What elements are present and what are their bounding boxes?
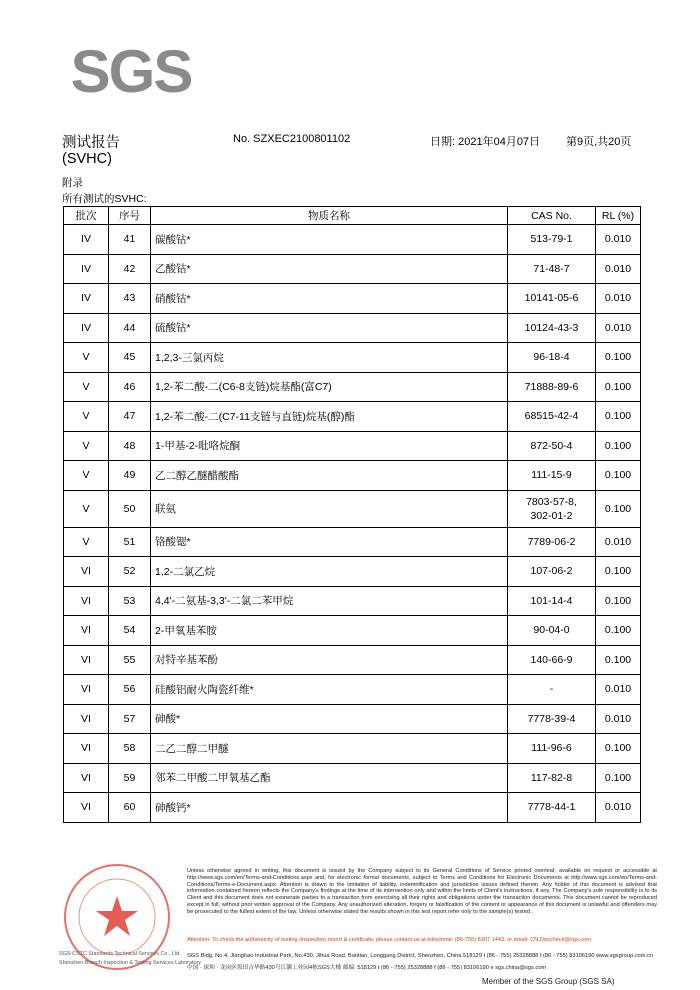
cell-substance-name: 联氨 bbox=[151, 490, 508, 527]
cell-batch: IV bbox=[64, 313, 109, 343]
cell-cas-number: 68515-42-4 bbox=[508, 402, 596, 432]
cell-substance-name: 铬酸锶* bbox=[151, 527, 508, 557]
cell-cas-number: - bbox=[508, 675, 596, 705]
cell-rl: 0.100 bbox=[596, 431, 641, 461]
cell-number: 50 bbox=[109, 490, 151, 527]
table-row bbox=[64, 704, 641, 734]
cell-number: 49 bbox=[109, 461, 151, 491]
cell-number: 60 bbox=[109, 793, 151, 823]
cell-number: 55 bbox=[109, 645, 151, 675]
sgs-logo-text: SGS bbox=[70, 40, 192, 98]
cell-number: 47 bbox=[109, 402, 151, 432]
column-header-batch: 批次 bbox=[64, 207, 109, 225]
cell-batch: VI bbox=[64, 616, 109, 646]
cell-rl: 0.100 bbox=[596, 372, 641, 402]
cell-rl: 0.010 bbox=[596, 225, 641, 255]
cell-number: 57 bbox=[109, 704, 151, 734]
cell-batch: V bbox=[64, 431, 109, 461]
cell-number: 45 bbox=[109, 343, 151, 373]
column-header-rl: RL (%) bbox=[596, 207, 641, 225]
table-row bbox=[64, 372, 641, 402]
cell-cas-number: 7789-06-2 bbox=[508, 527, 596, 557]
cell-cas-number: 140-66-9 bbox=[508, 645, 596, 675]
cell-substance-name: 1,2-二氯乙烷 bbox=[151, 557, 508, 587]
column-header-cas: CAS No. bbox=[508, 207, 596, 225]
cell-cas-number: 107-06-2 bbox=[508, 557, 596, 587]
cell-substance-name: 乙酸钴* bbox=[151, 254, 508, 284]
cell-cas-number: 7778-39-4 bbox=[508, 704, 596, 734]
table-row bbox=[64, 313, 641, 343]
table-row bbox=[64, 284, 641, 314]
cas-number-line2: 302-01-2 bbox=[530, 509, 573, 522]
cell-rl: 0.010 bbox=[596, 793, 641, 823]
column-header-number: 序号 bbox=[109, 207, 151, 225]
cell-batch: V bbox=[64, 343, 109, 373]
cell-batch: V bbox=[64, 527, 109, 557]
sgs-logo bbox=[67, 40, 195, 98]
table-row bbox=[64, 645, 641, 675]
cell-number: 52 bbox=[109, 557, 151, 587]
cell-rl: 0.010 bbox=[596, 704, 641, 734]
cell-substance-name: 硫酸钴* bbox=[151, 313, 508, 343]
stamp-lab-name: SGS-CSTC Standards Technical Services Co., Ltd. bbox=[59, 951, 181, 957]
cell-substance-name: 砷酸钙* bbox=[151, 793, 508, 823]
cell-number: 43 bbox=[109, 284, 151, 314]
cell-batch: IV bbox=[64, 284, 109, 314]
footer-attention: Attention: To check the authenticity of testing /inspection report & certificate, please contact us at telephone: (86-755) 8307 1443, or email: CN.Doccheck@sgs.com bbox=[187, 937, 591, 943]
cell-substance-name: 1,2-苯二酸-二(C6-8支链)烷基酯(富C7) bbox=[151, 372, 508, 402]
report-subtitle-svhc: (SVHC) bbox=[62, 151, 112, 167]
table-row bbox=[64, 527, 641, 557]
table-row bbox=[64, 557, 641, 587]
cell-substance-name: 4,4'-二氨基-3,3'-二氯二苯甲烷 bbox=[151, 586, 508, 616]
cell-rl: 0.100 bbox=[596, 490, 641, 527]
report-date: 日期: 2021年04月07日 bbox=[430, 136, 541, 148]
cell-number: 51 bbox=[109, 527, 151, 557]
page-indicator: 第9页,共20页 bbox=[566, 136, 632, 148]
cell-number: 56 bbox=[109, 675, 151, 705]
cell-substance-name: 1,2,3-三氯丙烷 bbox=[151, 343, 508, 373]
stamp-lab-branch: Shenzhen Branch Inspection & Testing Services Laboratory bbox=[59, 960, 201, 966]
cell-number: 58 bbox=[109, 734, 151, 764]
cell-cas-number: 111-96-6 bbox=[508, 734, 596, 764]
cell-number: 46 bbox=[109, 372, 151, 402]
cell-cas-number: 71888-89-6 bbox=[508, 372, 596, 402]
cell-rl: 0.010 bbox=[596, 313, 641, 343]
table-row bbox=[64, 734, 641, 764]
table-row bbox=[64, 616, 641, 646]
cell-rl: 0.100 bbox=[596, 645, 641, 675]
cell-batch: VI bbox=[64, 704, 109, 734]
cell-substance-name: 2-甲氧基苯胺 bbox=[151, 616, 508, 646]
cell-cas-number: 90-04-0 bbox=[508, 616, 596, 646]
cell-number: 54 bbox=[109, 616, 151, 646]
table-row bbox=[64, 402, 641, 432]
cell-batch: V bbox=[64, 461, 109, 491]
cell-cas-number: 117-82-8 bbox=[508, 763, 596, 793]
cell-number: 42 bbox=[109, 254, 151, 284]
table-row bbox=[64, 763, 641, 793]
cell-rl: 0.100 bbox=[596, 402, 641, 432]
cell-rl: 0.100 bbox=[596, 586, 641, 616]
table-row bbox=[64, 431, 641, 461]
cell-substance-name: 1,2-苯二酸-二(C7-11支链与直链)烷基(醇)酯 bbox=[151, 402, 508, 432]
cell-number: 48 bbox=[109, 431, 151, 461]
cell-rl: 0.010 bbox=[596, 254, 641, 284]
cell-batch: VI bbox=[64, 793, 109, 823]
cell-rl: 0.100 bbox=[596, 763, 641, 793]
report-number: No. SZXEC2100801102 bbox=[233, 133, 351, 145]
table-row bbox=[64, 254, 641, 284]
cell-substance-name: 邻苯二甲酸二甲氧基乙酯 bbox=[151, 763, 508, 793]
cell-rl: 0.010 bbox=[596, 284, 641, 314]
table-row bbox=[64, 586, 641, 616]
cell-cas-number: 10141-05-6 bbox=[508, 284, 596, 314]
cell-rl: 0.100 bbox=[596, 557, 641, 587]
cell-batch: IV bbox=[64, 254, 109, 284]
section-subtitle: 所有测试的SVHC: bbox=[62, 193, 147, 205]
appendix-label: 附录 bbox=[62, 177, 83, 189]
footer-address-cn: 中国 · 深圳 · 龙岗区坂田吉华路430号江灏工业园4栋SGS大楼 邮编: 518129 t (86 - 755) 25328888 f (86 - 755) 83106190 e sgs.china@sgs.com bbox=[187, 965, 547, 971]
cell-substance-name: 二乙二醇二甲醚 bbox=[151, 734, 508, 764]
column-header-substance: 物质名称 bbox=[151, 207, 508, 225]
svhc-table bbox=[63, 206, 641, 823]
cell-substance-name: 对特辛基苯酚 bbox=[151, 645, 508, 675]
cell-batch: V bbox=[64, 402, 109, 432]
cell-substance-name: 砷酸* bbox=[151, 704, 508, 734]
cas-number-line1: 7803-57-8, bbox=[526, 495, 577, 508]
cell-batch: V bbox=[64, 490, 109, 527]
inspection-seal-stamp bbox=[60, 860, 175, 975]
cell-rl: 0.010 bbox=[596, 527, 641, 557]
report-title: 测试报告 bbox=[62, 135, 120, 151]
cell-rl: 0.100 bbox=[596, 461, 641, 491]
cell-batch: VI bbox=[64, 557, 109, 587]
cell-batch: VI bbox=[64, 645, 109, 675]
cell-cas-number: 513-79-1 bbox=[508, 225, 596, 255]
cell-batch: IV bbox=[64, 225, 109, 255]
table-header-row bbox=[64, 207, 641, 225]
table-row bbox=[64, 461, 641, 491]
cell-substance-name: 硝酸钴* bbox=[151, 284, 508, 314]
cell-number: 59 bbox=[109, 763, 151, 793]
cell-batch: VI bbox=[64, 675, 109, 705]
footer-address-en: SGS Bldg, No.4, Jianghao Industrial Park, No.430, Jihua Road, Bantian, Longgang District, Shenzhen, China 518129 t (86 - 755) 25328888 f (86 - 755) 83106190 www.sgsgroup.com.cn bbox=[187, 953, 654, 959]
footer-disclaimer: Unless otherwise agreed in writing, this document is issued by the Company subject to its General Conditions of Service printed overleaf, available on request or accessible at http://www.sgs.com/en/Terms-and-Conditions.aspx and, for electronic format documents, subject to Terms and Conditions for Electronic Documents at http://www.sgs.com/en/Terms-and-Conditions/Terms-e-Document.aspx. Attention is drawn to the limitation of liability, indemnification and jurisdiction issues defined therein. Any holder of this document is advised that information contained hereon reflects the Company's findings at the time of its intervention only and within the limits of Client's instructions, if any. The Company's sole responsibility is to its Client and this document does not exonerate parties to a transaction from exercising all their rights and obligations under the transaction documents. This document cannot be reproduced except in full, without prior written approval of the Company. Any unauthorized alteration, forgery or falsification of the content or appearance of this document is unlawful and offenders may be prosecuted to the fullest extent of the law. Unless otherwise stated the results shown in this test report refer only to the sample(s) tested . bbox=[187, 868, 657, 915]
cell-rl: 0.100 bbox=[596, 616, 641, 646]
cell-batch: VI bbox=[64, 763, 109, 793]
cell-batch: VI bbox=[64, 734, 109, 764]
table-row bbox=[64, 490, 641, 527]
cell-cas-number: 7778-44-1 bbox=[508, 793, 596, 823]
cell-rl: 0.010 bbox=[596, 675, 641, 705]
cell-rl: 0.100 bbox=[596, 734, 641, 764]
cell-rl: 0.100 bbox=[596, 343, 641, 373]
cell-batch: V bbox=[64, 372, 109, 402]
cell-cas-number: 101-14-4 bbox=[508, 586, 596, 616]
table-row bbox=[64, 793, 641, 823]
cell-substance-name: 碳酸钴* bbox=[151, 225, 508, 255]
table-row bbox=[64, 675, 641, 705]
cell-substance-name: 乙二醇乙醚醋酸酯 bbox=[151, 461, 508, 491]
cell-cas-number: 872-50-4 bbox=[508, 431, 596, 461]
table-row bbox=[64, 343, 641, 373]
cell-substance-name: 硅酸铝耐火陶瓷纤维* bbox=[151, 675, 508, 705]
cell-cas-number: 10124-43-3 bbox=[508, 313, 596, 343]
cell-cas-number: 71-48-7 bbox=[508, 254, 596, 284]
table-row bbox=[64, 225, 641, 255]
cell-number: 41 bbox=[109, 225, 151, 255]
cell-batch: VI bbox=[64, 586, 109, 616]
cell-substance-name: 1-甲基-2-吡咯烷酮 bbox=[151, 431, 508, 461]
cell-cas-number: 96-18-4 bbox=[508, 343, 596, 373]
cell-number: 53 bbox=[109, 586, 151, 616]
footer-member-line: Member of the SGS Group (SGS SA) bbox=[482, 977, 615, 986]
cell-cas-number: 111-15-9 bbox=[508, 461, 596, 491]
cell-number: 44 bbox=[109, 313, 151, 343]
cell-cas-number bbox=[508, 490, 596, 527]
